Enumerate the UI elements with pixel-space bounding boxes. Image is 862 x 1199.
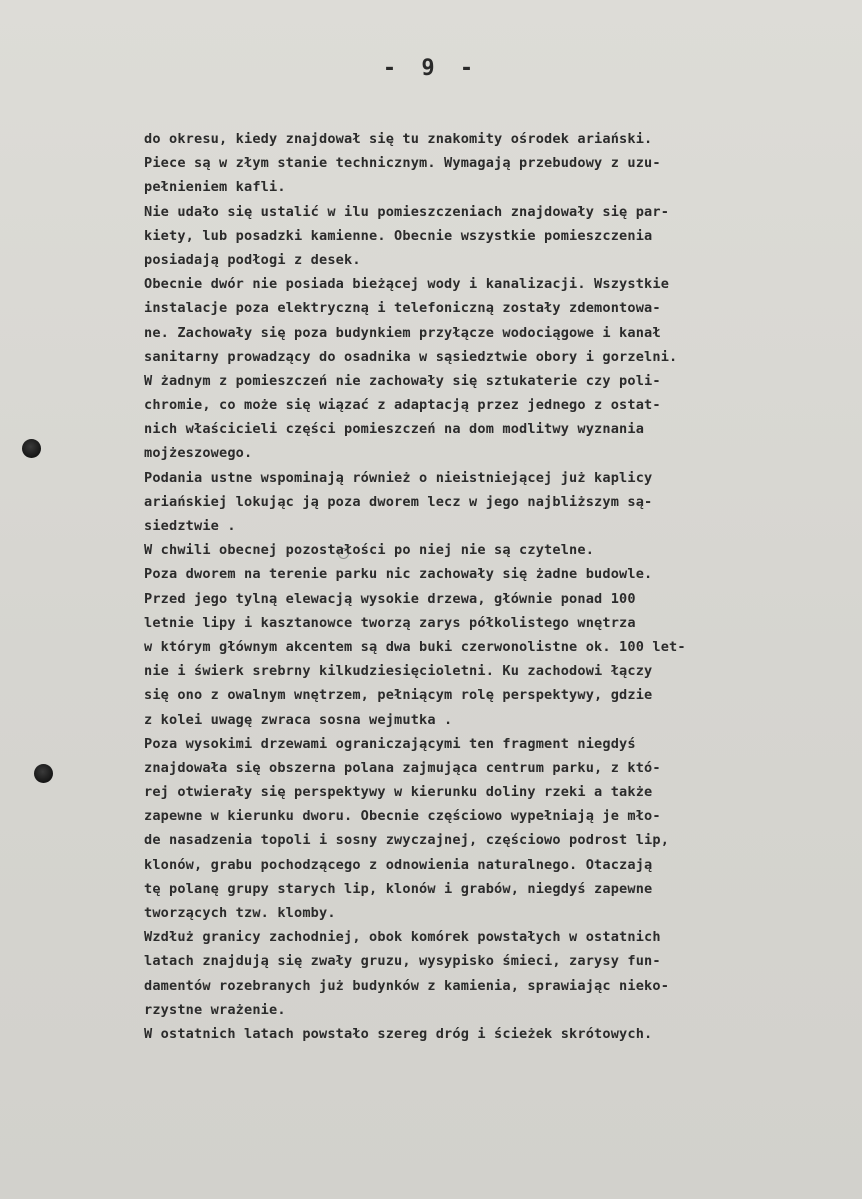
text-line: mojżeszowego. [144, 445, 253, 462]
text-line: W żadnym z pomieszczeń nie zachowały się sztukaterie czy poli- [144, 372, 661, 389]
text-line: kiety, lub posadzki kamienne. Obecnie wszystkie pomieszczenia [144, 227, 653, 244]
text-line: damentów rozebranych już budynków z kamienia, sprawiając nieko- [144, 977, 670, 994]
text-line: Podania ustne wspominają również o nieistniejącej już kaplicy [144, 469, 653, 486]
text-line: rej otwierały się perspektywy w kierunku doliny rzeki a także [144, 784, 653, 801]
text-line: Nie udało się ustalić w ilu pomieszczeniach znajdowały się par- [144, 203, 670, 220]
text-line: Poza dworem na terenie parku nic zachowały się żadne budowle. [144, 566, 653, 583]
punch-hole-bottom [34, 764, 53, 783]
text-line: do okresu, kiedy znajdował się tu znakomity ośrodek ariański. [144, 131, 653, 147]
body-text [144, 127, 834, 1046]
text-line: rzystne wrażenie. [144, 1001, 286, 1018]
text-line: się ono z owalnym wnętrzem, pełniącym rolę perspektywy, gdzie [144, 687, 653, 704]
text-line: Przed jego tylną elewacją wysokie drzewa, głównie ponad 100 [144, 590, 636, 607]
text-line: letnie lipy i kasztanowce tworzą zarys półkolistego wnętrza [144, 614, 636, 631]
text-line: siedztwie . [144, 518, 236, 534]
text-line: pełnieniem kafli. [144, 179, 286, 196]
punch-hole-top [22, 439, 41, 458]
text-line: tę polanę grupy starych lip, klonów i grabów, niegdyś zapewne [144, 880, 653, 897]
text-line: sanitarny prowadzący do osadnika w sąsiedztwie obory i gorzelni. [144, 348, 678, 365]
text-line: ariańskiej lokując ją poza dworem lecz w jego najbliższym są- [144, 493, 653, 510]
text-line: tworzących tzw. klomby. [144, 905, 336, 921]
page-number: - 9 - [382, 56, 480, 81]
text-line: z kolei uwagę zwraca sosna wejmutka . [144, 711, 453, 728]
text-line: instalacje poza elektryczną i telefoniczną zostały zdemontowa- [144, 300, 661, 317]
text-line: Piece są w złym stanie technicznym. Wymagają przebudowy z uzu- [144, 155, 661, 172]
text-line: chromie, co może się wiązać z adaptacją przez jednego z ostat- [144, 397, 661, 414]
text-line: zapewne w kierunku dworu. Obecnie częściowo wypełniają je mło- [144, 808, 661, 825]
text-line: W chwili obecnej pozostałości po niej nie są czytelne. [144, 542, 595, 559]
text-line: Obecnie dwór nie posiada bieżącej wody i kanalizacji. Wszystkie [144, 276, 670, 293]
text-line: nie i świerk srebrny kilkudziesięcioletni. Ku zachodowi łączy [144, 663, 653, 680]
text-line: latach znajdują się zwały gruzu, wysypisko śmieci, zarysy fun- [144, 953, 661, 970]
text-line: w którym głównym akcentem są dwa buki czerwonolistne ok. 100 let- [144, 638, 686, 655]
text-line: W ostatnich latach powstało szereg dróg i ścieżek skrótowych. [144, 1025, 653, 1042]
text-line: de nasadzenia topoli i sosny zwyczajnej, częściowo podrost lip, [144, 832, 670, 849]
text-line: znajdowała się obszerna polana zajmująca centrum parku, z któ- [144, 759, 661, 776]
text-line: posiadają podłogi z desek. [144, 251, 361, 268]
text-line: klonów, grabu pochodzącego z odnowienia naturalnego. Otaczają [144, 856, 653, 873]
text-line: Wzdłuż granicy zachodniej, obok komórek powstałych w ostatnich [144, 929, 661, 946]
text-line: nich właścicieli części pomieszczeń na dom modlitwy wyznania [144, 421, 645, 438]
text-line: ne. Zachowały się poza budynkiem przyłącze wodociągowe i kanał [144, 324, 661, 341]
text-line: Poza wysokimi drzewami ograniczającymi ten fragment niegdyś [144, 735, 636, 752]
